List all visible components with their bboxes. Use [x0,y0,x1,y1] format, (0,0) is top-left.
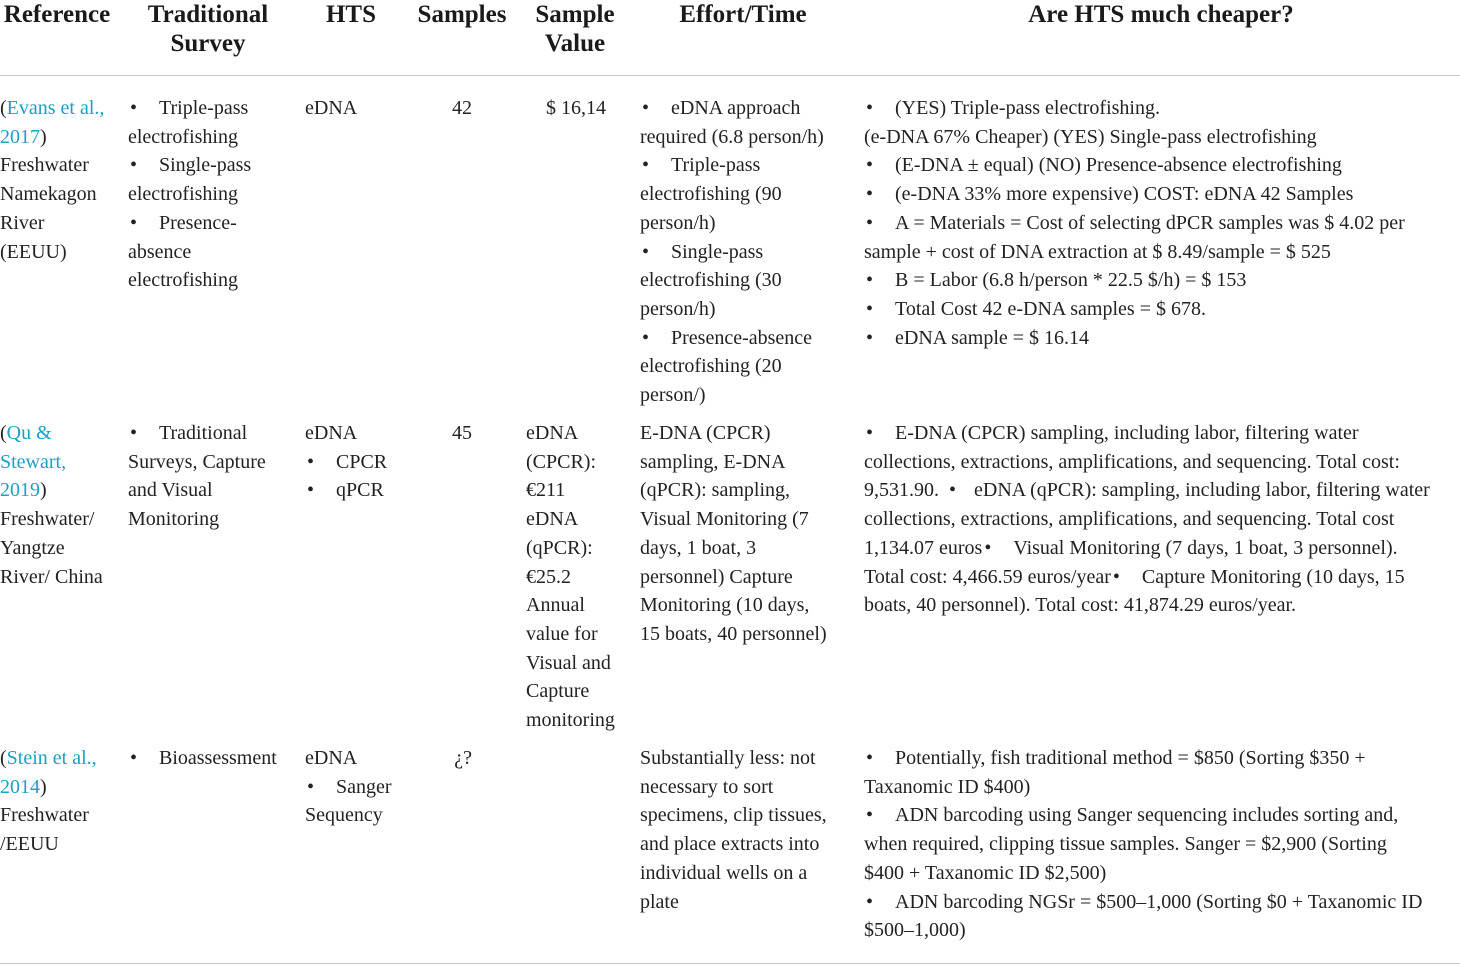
row1-ref-line: (EEUU) [0,240,67,263]
list-item-continued: Taxanomic ID $400) [864,775,1031,798]
sample-value-line: (CPCR): [526,450,597,473]
row2-sample-value [526,419,615,735]
sample-value-line: monitoring [526,709,615,732]
header-reference [0,0,114,29]
header-traditional-survey [128,0,288,58]
row1-cheaper [864,94,1405,352]
list-item: 1,134.07 euros • Visual Monitoring (7 days, 1 boat, 3 personnel). [864,536,1398,559]
list-item-continued: electrofishing (20 [640,355,782,378]
list-item: • Triple-pass [130,97,249,119]
row3-ref-link[interactable]: Stein et al., [6,747,97,769]
table-bottom-rule [0,963,1460,964]
list-item: • qPCR [307,479,384,502]
row2-ref-link-year[interactable]: 2019 [0,479,40,502]
header-traditional-line1: Traditional [147,1,269,28]
sample-value-line: Annual [526,594,585,617]
list-item-continued: collections, extractions, amplifications, and sequencing. Total cost: [864,450,1400,473]
list-item-continued: boats, 40 personnel). Total cost: 41,874.29 euros/year. [864,594,1297,617]
list-item: • ADN barcoding NGSr = $500–1,000 (Sorting $0 + Taxanomic ID [866,890,1423,913]
list-item-continued: sample + cost of DNA extraction at $ 8.49/sample = $ 525 [864,240,1331,263]
row1-ref-link-year[interactable]: 2017 [0,125,40,148]
header-divider [0,75,1460,76]
list-item-continued: Sequency [305,804,383,827]
row1-survey [128,94,251,295]
row1-sample-value [526,94,606,123]
header-samples-label: Samples [417,1,507,28]
header-sample-value-line2: Value [544,30,606,57]
list-item-continued: and Visual [128,479,213,502]
list-item: • Single-pass [130,154,252,177]
list-item-continued: electrofishing (30 [640,269,782,292]
header-sample-value-line1: Sample [535,1,615,28]
effort-line: Substantially less: not [640,747,816,769]
row3-samples [408,744,472,773]
list-item: • ADN barcoding using Sanger sequencing includes sorting and, [866,804,1399,827]
list-item-continued: person/h) [640,297,716,320]
list-item: • A = Materials = Cost of selecting dPCR samples was $ 4.02 per [866,211,1405,234]
sample-value-line: €25.2 [526,565,571,588]
list-item-continued: required (6.8 person/h) [640,125,824,148]
effort-line: plate [640,890,679,913]
row1-ref-line: Namekagon [0,183,97,206]
row2-cheaper [864,419,1430,620]
row3-survey [128,744,277,773]
row1-ref-citation-line2: 2017) [0,125,47,148]
header-effort-label: Effort/Time [679,1,807,28]
header-sample-value [526,0,624,58]
list-item: Total cost: 4,466.59 euros/year • Capture Monitoring (10 days, 15 [864,565,1405,588]
list-item: • Triple-pass [642,154,761,177]
row1-ref-line: Freshwater [0,154,89,177]
effort-line: (qPCR): sampling, [640,479,791,502]
row1-effort [640,94,824,410]
effort-line: days, 1 boat, 3 [640,536,757,559]
header-hts-label: HTS [325,1,377,28]
list-item: • Presence-absence [642,326,813,349]
row2-ref-line: River/ China [0,565,103,588]
hts-method: eDNA [305,747,358,769]
row2-hts [305,419,387,505]
effort-line: personnel) Capture [640,565,793,588]
effort-line: Monitoring (10 days, [640,594,810,617]
list-item-continued: electrofishing (90 [640,183,782,206]
list-item: • B = Labor (6.8 h/person * 22.5 $/h) = $ 153 [866,269,1247,292]
row2-effort [640,419,827,649]
effort-line: necessary to sort [640,775,774,798]
list-item: • eDNA approach [642,97,801,119]
sample-value-line: eDNA [526,508,579,531]
row2-ref-citation-line3: 2019) [0,479,47,502]
sample-value-line: Capture [526,680,590,703]
list-item-continued: electrofishing [128,125,238,148]
list-item: • Total Cost 42 e-DNA samples = $ 678. [866,297,1206,320]
list-item-continued: collections, extractions, amplifications, and sequencing. Total cost [864,508,1395,531]
list-item-continued: person/) [640,384,706,407]
list-item: • Presence- [130,211,237,234]
effort-line: and place extracts into [640,833,820,856]
row3-ref-citation-line2: 2014) [0,775,47,798]
row1-samples [408,94,472,123]
list-item: • E-DNA (CPCR) sampling, including labor, filtering water [866,422,1359,444]
list-item-continued: Surveys, Capture [128,450,266,473]
header-effort-time [640,0,846,29]
effort-line: Visual Monitoring (7 [640,508,809,531]
list-item: • Potentially, fish traditional method = $850 (Sorting $350 + [866,747,1366,769]
list-item: • Single-pass [642,240,764,263]
list-item-continued: electrofishing [128,269,238,292]
hts-method: eDNA [305,97,358,119]
list-item: • (E-DNA ± equal) (NO) Presence-absence electrofishing [866,154,1342,177]
header-traditional-line2: Survey [170,30,246,57]
list-item-continued: (e-DNA 67% Cheaper) (YES) Single-pass electrofishing [864,125,1317,148]
effort-line: individual wells on a [640,861,808,884]
row2-ref-link-cont[interactable]: Stewart, [0,450,67,473]
effort-line: E-DNA (CPCR) [640,422,771,444]
list-item-continued: electrofishing [128,183,238,206]
list-item-continued: $400 + Taxanomic ID $2,500) [864,861,1107,884]
list-item-continued: Monitoring [128,508,220,531]
list-item-continued: when required, clipping tissue samples. Sanger = $2,900 (Sorting [864,833,1387,856]
row1-ref-link[interactable]: Evans et al., [6,97,105,119]
row1-reference [0,94,104,266]
list-item: • Sanger [307,775,392,798]
row2-ref-citation-line1: (Qu & [0,422,52,444]
row2-samples [408,419,472,448]
sample-value-line: €211 [526,479,566,502]
row3-ref-line: Freshwater [0,804,89,827]
row2-survey [128,419,266,534]
row2-reference [0,419,103,591]
row2-ref-citation-line2 [0,448,103,477]
effort-line: sampling, E-DNA [640,450,786,473]
row2-ref-line: Yangtze [0,536,65,559]
row3-hts [305,744,392,830]
row1-ref-line: River [0,211,45,234]
sample-value-line: eDNA [526,422,579,444]
hts-method: eDNA [305,422,358,444]
list-item: • Bioassessment [130,747,277,769]
row1-ref-citation-line1: (Evans et al., [0,97,105,119]
samples-value: ¿? [454,747,472,769]
effort-line: specimens, clip tissues, [640,804,827,827]
header-reference-label: Reference [3,1,111,28]
effort-line: 15 boats, 40 personnel) [640,622,827,645]
row3-effort [640,744,827,916]
list-item: • (e-DNA 33% more expensive) COST: eDNA 42 Samples [866,183,1354,206]
row3-reference [0,744,97,859]
sample-value: $ 16,14 [546,97,606,119]
list-item: • eDNA sample = $ 16.14 [866,326,1090,349]
list-item-continued: person/h) [640,211,716,234]
list-item: 9,531.90. • eDNA (qPCR): sampling, including labor, filtering water [864,479,1430,502]
list-item: • Traditional [130,422,248,444]
row3-ref-link-year[interactable]: 2014 [0,775,40,798]
sample-value-line: Visual and [526,651,611,674]
row1-hts [305,94,357,123]
list-item-continued: $500–1,000) [864,919,966,942]
list-item: • (YES) Triple-pass electrofishing. [866,97,1160,119]
header-are-hts-cheaper [862,0,1460,29]
header-cheaper-label: Are HTS much cheaper? [1028,1,1294,28]
row3-ref-line: /EEUU [0,833,59,856]
row2-ref-link[interactable]: Qu & [6,422,52,444]
list-item: • CPCR [307,450,388,473]
row3-cheaper [864,744,1422,945]
sample-value-line: (qPCR): [526,536,593,559]
header-samples [408,0,516,29]
row3-ref-citation-line1: (Stein et al., [0,747,97,769]
header-hts [305,0,397,29]
sample-value-line: value for [526,622,598,645]
row2-ref-line: Freshwater/ [0,508,95,531]
samples-value: 42 [452,97,472,119]
samples-value: 45 [452,422,472,444]
list-item-continued: absence [128,240,192,263]
